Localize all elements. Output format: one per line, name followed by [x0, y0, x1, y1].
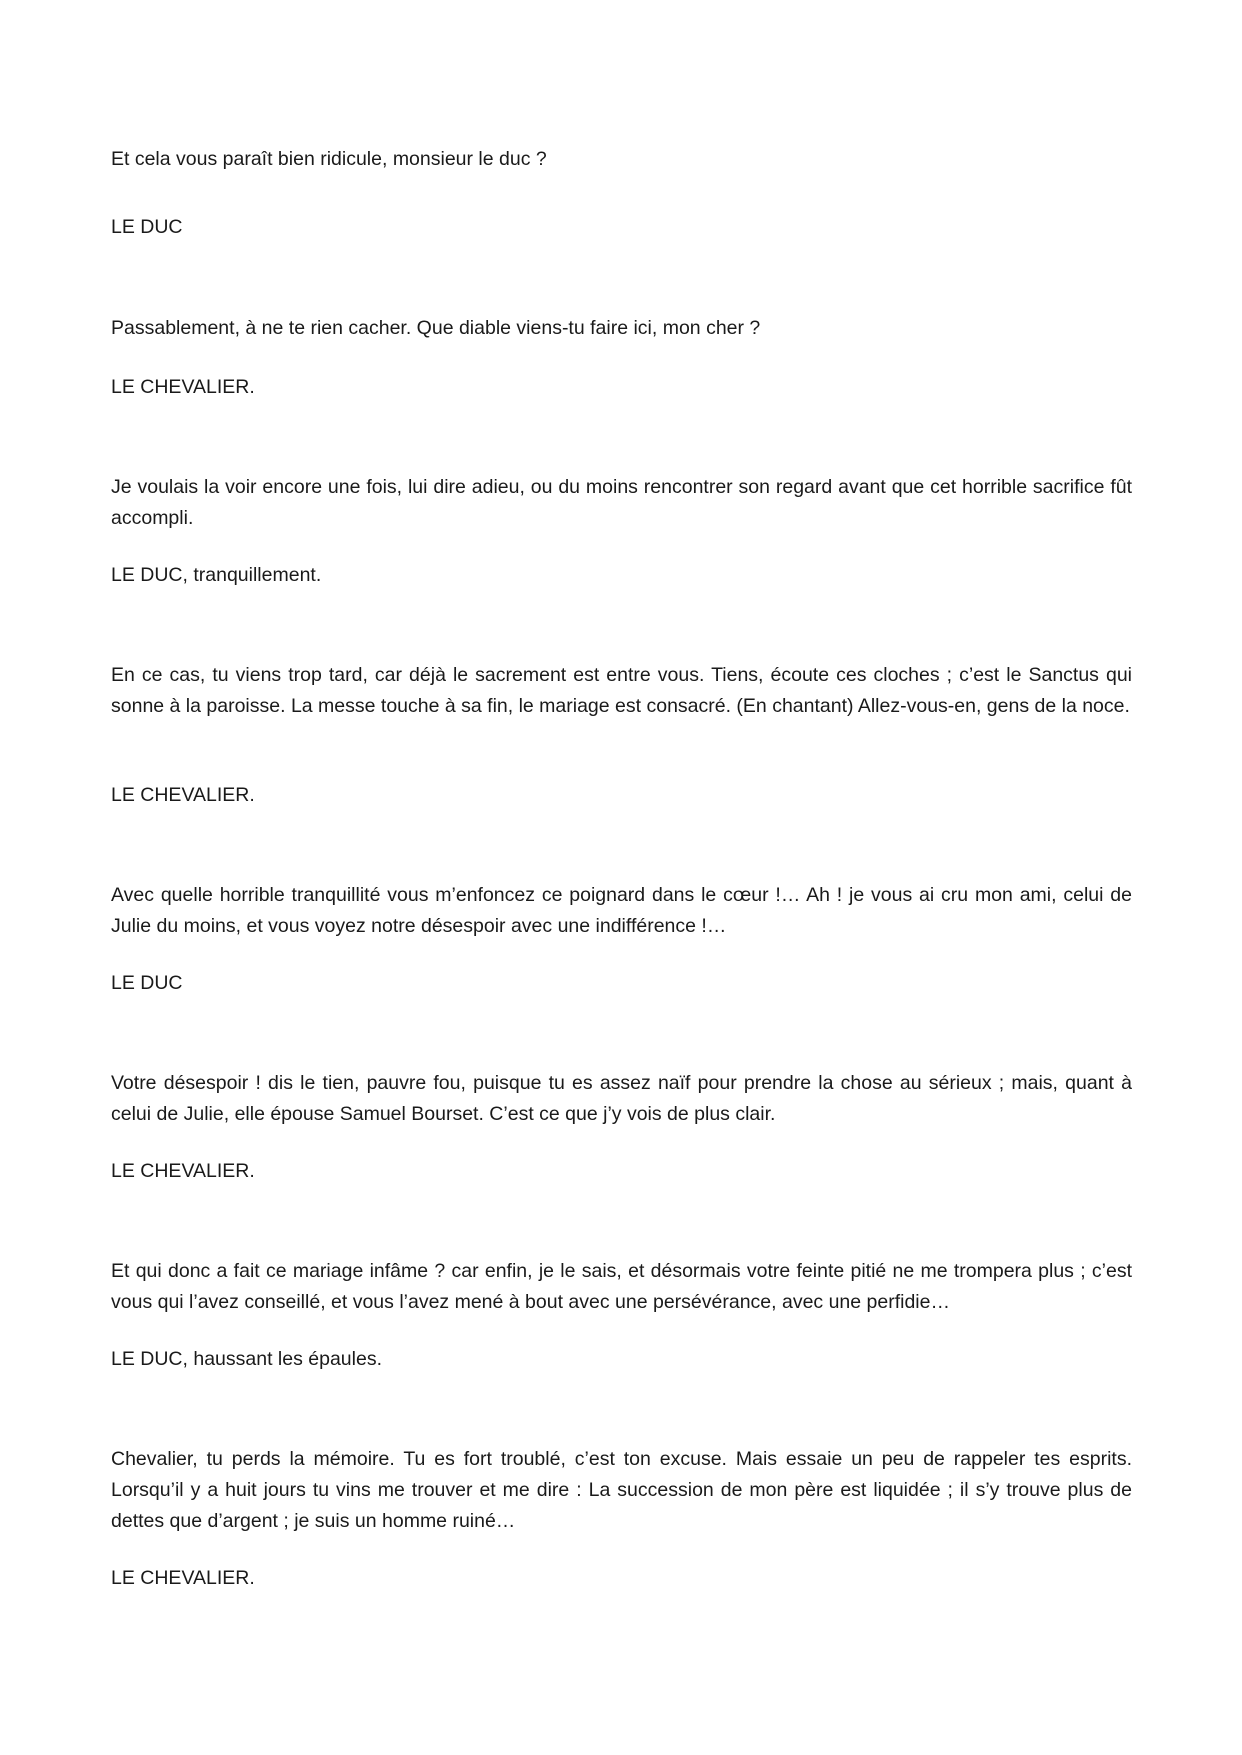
dialogue-line: Votre désespoir ! dis le tien, pauvre fou, puisque tu es assez naïf pour prendre la chose au sérieux ; mais, quant à celui de Julie, elle épouse Samuel Bourset. C’est ce que j’y vois de plus clair.: [111, 1072, 1132, 1125]
speaker-label: LE CHEVALIER.: [111, 1567, 255, 1589]
speaker-label: LE CHEVALIER.: [111, 784, 255, 806]
dialogue-line: En ce cas, tu viens trop tard, car déjà le sacrement est entre vous. Tiens, écoute ces cloches ; c’est le Sanctus qui sonne à la paroisse. La messe touche à sa fin, le mariage est consacré. (En chantant) Allez-vous-en, gens de la noce.: [111, 664, 1132, 717]
dialogue-line: Avec quelle horrible tranquillité vous m’enfoncez ce poignard dans le cœur !… Ah ! je vous ai cru mon ami, celui de Julie du moins, et vous voyez notre désespoir avec une indifférence !…: [111, 884, 1132, 937]
speaker-label: LE CHEVALIER.: [111, 376, 255, 398]
speaker-label: LE CHEVALIER.: [111, 1160, 255, 1182]
dialogue-line: Passablement, à ne te rien cacher. Que diable viens-tu faire ici, mon cher ?: [111, 317, 761, 339]
speaker-label: LE DUC, haussant les épaules.: [111, 1348, 382, 1370]
speaker-label: LE DUC, tranquillement.: [111, 564, 322, 586]
dialogue-line: Et qui donc a fait ce mariage infâme ? car enfin, je le sais, et désormais votre feinte pitié ne me trompera plus ; c’est vous qui l’avez conseillé, et vous l’avez mené à bout avec une persévérance, avec une perfidie…: [111, 1260, 1132, 1313]
speaker-label: LE DUC: [111, 216, 183, 238]
speaker-label: LE DUC: [111, 972, 183, 994]
dialogue-line: Chevalier, tu perds la mémoire. Tu es fort troublé, c’est ton excuse. Mais essaie un peu de rappeler tes esprits. Lorsqu’il y a huit jours tu vins me trouver et me dire : La succession de mon père est liquidée ; il s’y trouve plus de dettes que d’argent ; je suis un homme ruiné…: [111, 1448, 1132, 1532]
dialogue-line: Et cela vous paraît bien ridicule, monsieur le duc ?: [111, 148, 547, 170]
dialogue-line: Je voulais la voir encore une fois, lui dire adieu, ou du moins rencontrer son regard avant que cet horrible sacrifice fût accompli.: [111, 476, 1132, 529]
